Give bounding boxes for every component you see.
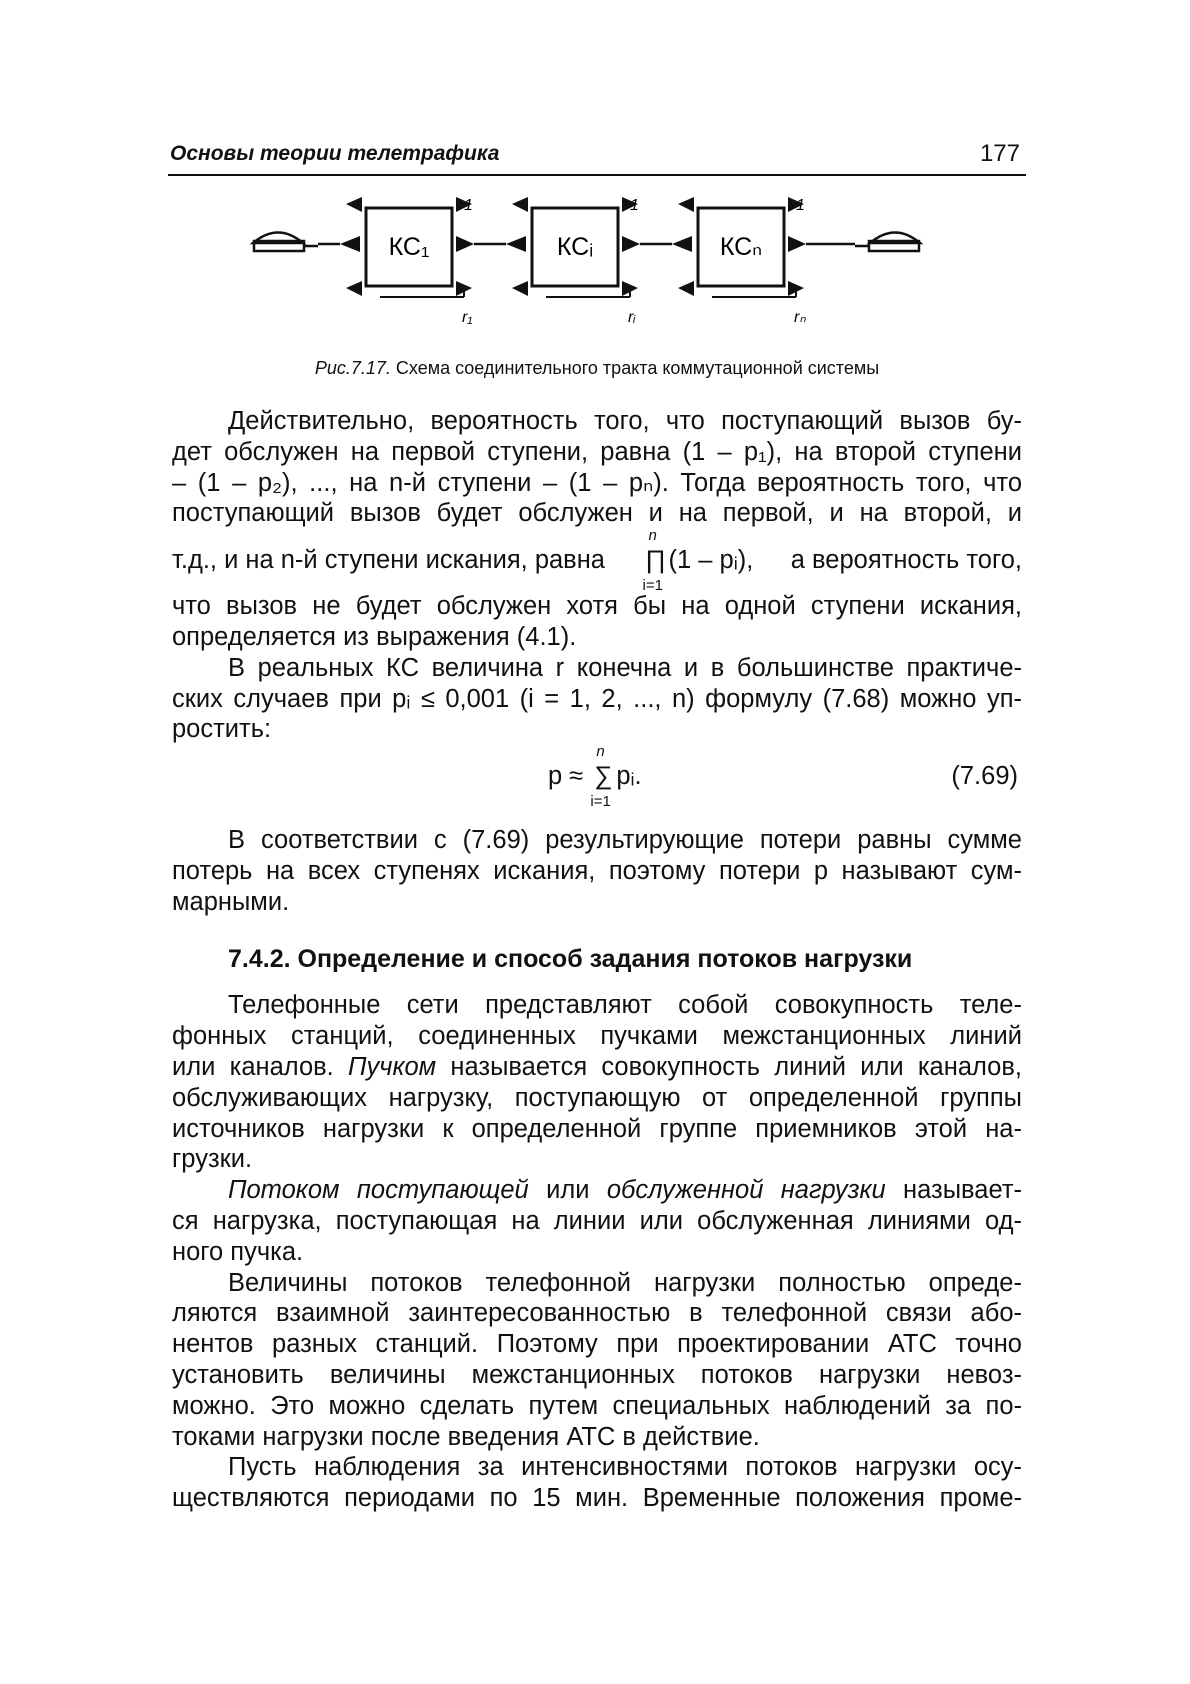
page-number: 177 xyxy=(979,140,1020,167)
caption-text: Схема соединительного тракта коммутационной системы xyxy=(395,358,880,378)
p2-line-3: ростить: xyxy=(172,715,272,744)
term-incoming-flow: Потоком поступающей xyxy=(228,1176,529,1205)
p1-line-5a: т.д., и на n-й ступени искания, равна xyxy=(172,546,605,575)
p4-line-2: фонных станций, соединенных пучками межстанционных линий xyxy=(172,1022,1022,1051)
term-served-load: обслуженной нагрузки xyxy=(606,1176,886,1205)
figure-7-17 xyxy=(168,196,1026,378)
p6-line-2: ляются взаимной заинтересованностью в телефонной связи або- xyxy=(172,1299,1022,1328)
formula-7-69 xyxy=(172,745,1022,813)
sum-symbol: ∑ n i=1 xyxy=(590,761,616,792)
p5-line-2: ся нагрузка, поступающая на линии или обслуженная линиями од- xyxy=(172,1206,1022,1235)
p2-line-2: ских случаев при pᵢ ≤ 0,001 (i = 1, 2, ..., n) формулу (7.68) можно уп- xyxy=(172,684,1022,713)
p3-line-1: В соответствии с (7.69) результирующие потери равны сумме xyxy=(228,826,1022,855)
formula-number: (7.69) xyxy=(951,762,1018,791)
p1-line-3: – (1 – p₂), ..., на n-й ступени – (1 – pₙ). Тогда вероятность того, что xyxy=(172,468,1022,497)
term-puchok: Пучком xyxy=(348,1052,437,1081)
p7-line-1: Пусть наблюдения за интенсивностями потоков нагрузки осу- xyxy=(228,1453,1022,1482)
product-expression xyxy=(642,527,754,595)
p4-line-6: грузки. xyxy=(172,1145,253,1174)
formula-expression xyxy=(548,743,642,811)
sum-upper-limit: n xyxy=(596,743,605,761)
p5-line-1 xyxy=(172,1175,1022,1206)
caption-label: Рис.7.17. xyxy=(314,358,391,378)
top-label-1: 1 xyxy=(464,197,473,214)
p1-line-5b: а вероятность того, xyxy=(790,546,1022,575)
product-body: (1 – pᵢ), xyxy=(668,546,754,575)
p5-connector: или xyxy=(546,1176,590,1205)
p4-line-1: Телефонные сети представляют собой совокупность теле- xyxy=(228,991,1022,1020)
product-lower-limit: i=1 xyxy=(642,577,663,595)
p1-line-7: определяется из выражения (4.1). xyxy=(172,622,577,651)
p5-line-3: ного пучка. xyxy=(172,1237,304,1266)
p4-line-3 xyxy=(172,1052,1022,1083)
block-label-i: КСᵢ xyxy=(556,233,594,261)
bottom-label-i: rᵢ xyxy=(628,309,636,326)
p1-line-4: поступающий вызов будет обслужен и на первой, и на второй, и xyxy=(172,499,1022,528)
switching-path-diagram xyxy=(168,196,1026,346)
p5-line-1-end: называет- xyxy=(903,1176,1022,1205)
p3-line-3: марными. xyxy=(172,887,290,916)
product-symbol: ∏ n i=1 xyxy=(642,545,668,576)
running-title: Основы теории телетрафика xyxy=(170,142,500,165)
p1-line-6: что вызов не будет обслужен хотя бы на одной ступени искания, xyxy=(172,592,1022,621)
p7-line-2: ществляются периодами по 15 мин. Временные положения проме- xyxy=(172,1484,1022,1513)
formula-body: pᵢ. xyxy=(616,762,642,791)
telephone-right-icon xyxy=(855,233,920,252)
section-heading: 7.4.2. Определение и способ задания потоков нагрузки xyxy=(228,944,913,973)
bottom-label-1: r₁ xyxy=(462,309,473,326)
p6-line-5: можно. Это можно сделать путем специальных наблюдений за по- xyxy=(172,1391,1022,1420)
p6-line-3: нентов разных станций. Поэтому при проектировании АТС точно xyxy=(172,1330,1022,1359)
block-label-1: КС₁ xyxy=(388,233,430,261)
p3-line-2: потерь на всех ступенях искания, поэтому потери p называют сум- xyxy=(172,856,1022,885)
p1-line-1: Действительно, вероятность того, что поступающий вызов бу- xyxy=(228,407,1022,435)
sum-lower-limit: i=1 xyxy=(590,793,611,811)
figure-caption xyxy=(168,358,1026,379)
p2-line-1: В реальных КС величина r конечна и в большинстве практиче- xyxy=(228,653,1022,682)
top-label-i: 1 xyxy=(630,197,639,214)
p1-line-5-with-product xyxy=(172,527,1022,595)
telephone-left-icon xyxy=(253,233,318,252)
top-label-n: 1 xyxy=(796,197,805,214)
p4-line-3b: называется совокупность линий или каналов, xyxy=(450,1052,1022,1081)
block-label-n: КСₙ xyxy=(719,233,763,261)
formula-left: p ≈ xyxy=(548,762,584,791)
product-upper-limit: n xyxy=(648,527,657,545)
p4-line-5: источников нагрузки к определенной группе приемников этой на- xyxy=(172,1114,1022,1143)
p4-line-3a: или каналов. xyxy=(172,1052,334,1081)
p6-line-6: токами нагрузки после введения АТС в действие. xyxy=(172,1422,760,1451)
p6-line-4: установить величины межстанционных потоков нагрузки невоз- xyxy=(172,1360,1022,1389)
p6-line-1: Величины потоков телефонной нагрузки полностью опреде- xyxy=(228,1268,1022,1297)
running-header xyxy=(168,140,1026,176)
body-text xyxy=(172,406,1022,1514)
p1-line-2: дет обслужен на первой ступени, равна (1 – p₁), на второй ступени xyxy=(172,437,1022,466)
p4-line-4: обслуживающих нагрузку, поступающую от определенной группы xyxy=(172,1083,1022,1112)
bottom-label-n: rₙ xyxy=(794,309,806,326)
